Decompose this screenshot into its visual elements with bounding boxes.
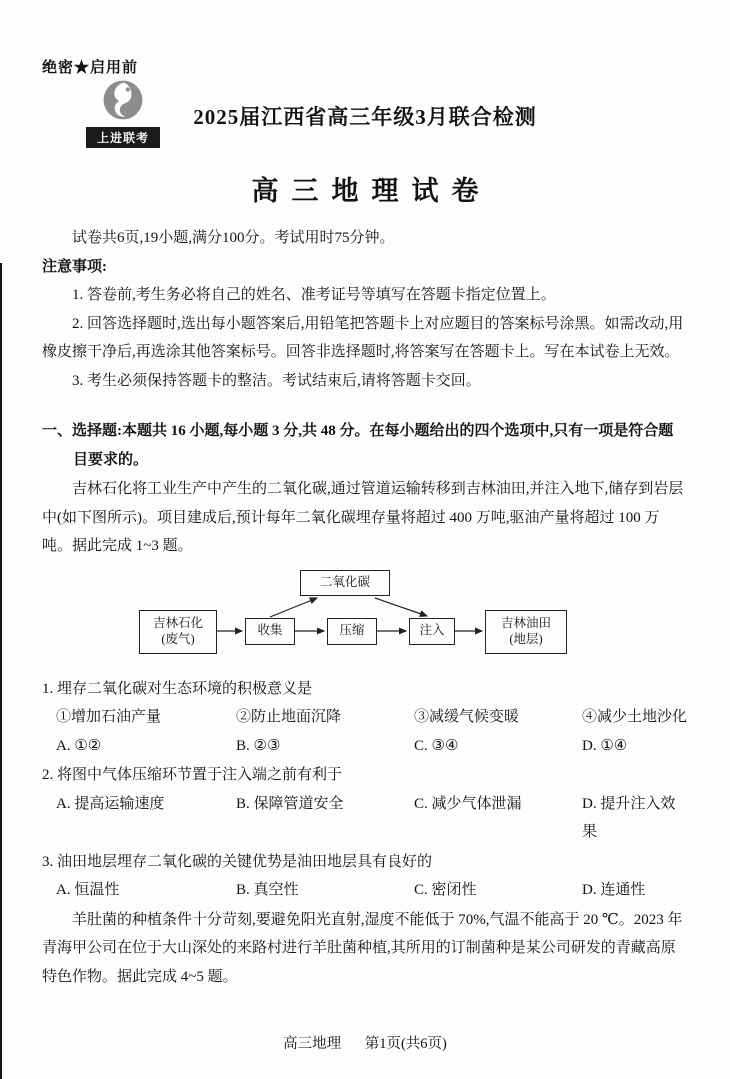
diagram-box-label: 注入	[419, 623, 445, 638]
logo-swirl-icon	[102, 79, 144, 121]
diagram-box-label: 吉林油田	[500, 615, 551, 630]
logo-text: 上进联考	[86, 127, 160, 148]
page-footer	[0, 1032, 730, 1053]
question-1-stem: 1. 埋存二氧化碳对生态环境的积极意义是	[42, 680, 313, 697]
subitem: ④减少土地沙化	[582, 709, 688, 725]
shangjin-logo	[86, 79, 160, 148]
notice-item: 1. 答卷前,考生务必将自己的姓名、准考证号等填写在答题卡指定位置上。	[72, 287, 556, 303]
footer-page-number: 第1页(共6页)	[364, 1036, 447, 1052]
diagram-box-label: 压缩	[339, 623, 365, 638]
passage-morel: 羊肚菌的种植条件十分苛刻,要避免阳光直射,湿度不能低于 70%,气温不能高于 20 ℃。2023 年青海甲公司在位于大山深处的来路村进行羊肚菌种植,其所用的订制菌种是某公司研发的青藏高原特色作物。据此完成 4~5 题。	[42, 911, 683, 985]
option: C. ③④	[414, 737, 459, 754]
option: D. 连通性	[582, 882, 646, 898]
diagram-box-label: 收集	[257, 623, 283, 638]
question-3-stem: 3. 油田地层埋存二氧化碳的关键优势是油田地层具有良好的	[42, 853, 433, 870]
option: D. 提升注入效果	[582, 795, 676, 840]
co2-flow-diagram	[139, 570, 591, 666]
question-3-options	[42, 876, 688, 905]
subitem: ②防止地面沉降	[236, 709, 342, 725]
notice-item: 3. 考生必须保持答题卡的整洁。考试结束后,请将答题卡交回。	[72, 372, 481, 389]
option: B. ②③	[236, 737, 281, 754]
option: B. 保障管道安全	[236, 795, 344, 812]
option: A. 提高运输速度	[56, 795, 165, 812]
subitem: ①增加石油产量	[56, 709, 162, 725]
diagram-box-co2	[300, 570, 390, 596]
exam-title: 2025届江西省高三年级3月联合检测	[193, 105, 537, 129]
diagram-box-destination	[485, 610, 567, 654]
subitem: ③减缓气候变暖	[414, 709, 520, 725]
passage-jilin-co2: 吉林石化将工业生产中产生的二氧化碳,通过管道运输转移到吉林油田,并注入地下,储存到岩层中(如下图所示)。项目建成后,预计每年二氧化碳埋存量将超过 400 万吨,驱油产量将超过 100 万吨。据此完成 1~3 题。	[42, 481, 684, 554]
scan-artifact-line	[0, 263, 2, 1079]
option: C. 减少气体泄漏	[414, 795, 522, 812]
question-1-options	[42, 732, 688, 761]
diagram-box-label: (废气)	[161, 631, 195, 646]
option: A. 恒温性	[56, 882, 120, 898]
question-1-subitems	[42, 703, 688, 732]
question-2-options	[42, 790, 688, 847]
question-2-stem: 2. 将图中气体压缩环节置于注入端之前有利于	[42, 767, 343, 783]
notice-item: 2. 回答选择题时,选出每小题答案后,用铅笔把答题卡上对应题目的答案标号涂黑。如需改动,用橡皮擦干净后,再选涂其他答案标号。回答非选择题时,将答案写在答题卡上。写在本试卷上无效。	[42, 315, 684, 360]
diagram-box-source	[139, 610, 217, 654]
diagram-box-label: 二氧化碳	[319, 574, 370, 589]
footer-subject: 高三地理	[283, 1036, 342, 1052]
classification-label: 绝密★启用前	[42, 60, 139, 76]
diagram-box-label: (地层)	[509, 631, 543, 646]
option: C. 密闭性	[414, 882, 477, 898]
exam-intro: 试卷共6页,19小题,满分100分。考试用时75分钟。	[72, 230, 395, 246]
diagram-box-compress	[327, 618, 377, 645]
diagram-box-label: 吉林石化	[152, 615, 203, 630]
subject-title: 高三地理试卷	[251, 176, 492, 206]
option: D. ①④	[582, 737, 628, 754]
diagram-box-inject	[409, 618, 455, 645]
section-heading: 一、选择题:本题共 16 小题,每小题 3 分,共 48 分。在每小题给出的四个选项中,只有一项是符合题目要求的。	[42, 423, 674, 468]
option: A. ①②	[56, 737, 102, 754]
notice-heading: 注意事项:	[42, 258, 107, 275]
exam-header	[42, 85, 688, 159]
diagram-box-collect	[245, 618, 295, 645]
option: B. 真空性	[236, 882, 299, 898]
